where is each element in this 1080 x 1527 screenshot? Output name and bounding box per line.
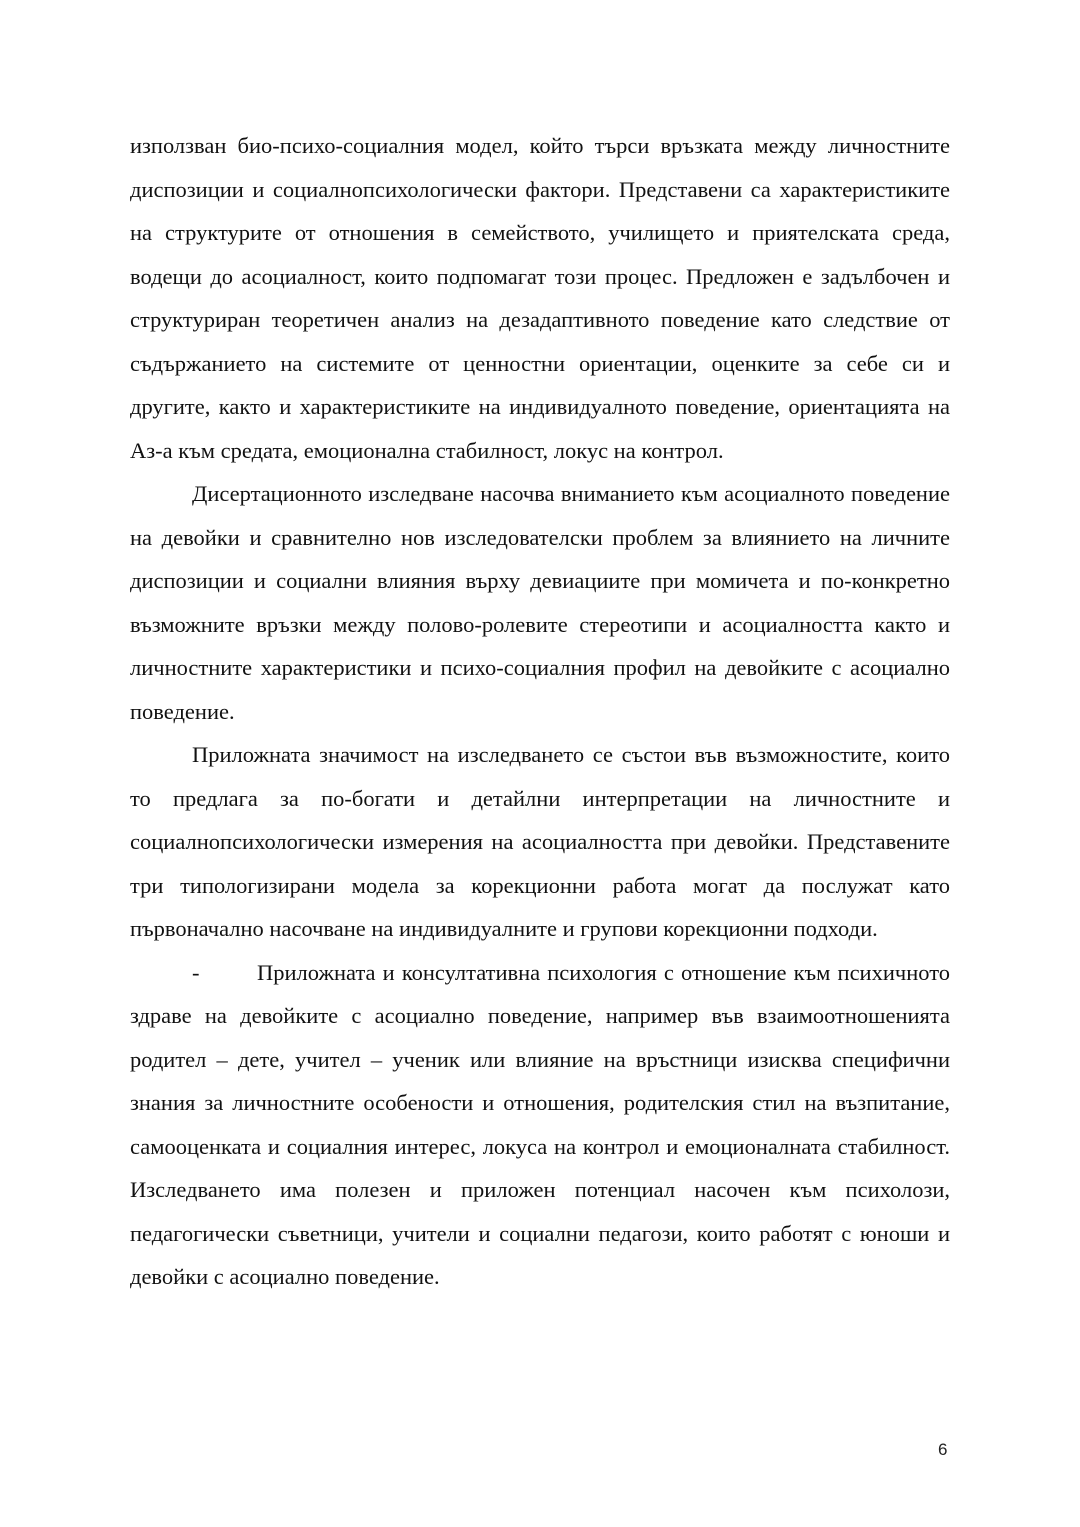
body-text	[130, 124, 950, 1299]
paragraph-2: Дисертационното изследване насочва вниманието към асоциалното поведение на девойки и сравнително нов изследователски проблем за влиянието на личните диспозиции и социални влияния върху девиациите при момичета и по-конкретно възможните връзки между полово-ролевите стереотипи и асоциалността както и личностните характеристики и психо-социалния профил на девойките с асоциално поведение.	[130, 481, 950, 724]
page-number: 6	[938, 1440, 948, 1459]
paragraph-1: използван био-психо-социалния модел, който търси връзката между личностните диспозиции и социалнопсихологически фактори. Представени са характеристиките на структурите от отношения в семейството, училището и приятелската среда, водещи до асоциалност, които подпомагат този процес. Предложен е задълбочен и структуриран теоретичен анализ на дезадаптивното поведение като следствие от съдържанието на системите от ценностни ориентации, оценките за себе си и другите, както и характеристиките на индивидуалното поведение, ориентацията на Аз-а към средата, емоционална стабилност, локус на контрол.	[130, 133, 950, 463]
list-marker: -	[192, 959, 200, 985]
list-item	[130, 951, 950, 1299]
list-item-text: Приложната и консултативна психология с отношение към психичното здраве на девойките с асоциално поведение, например във взаимоотношенията родител – дете, учител – ученик или влияние на връстници изисква специфични знания за личностните особености и отношения, родителския стил на възпитание, самооценката и социалния интерес, локуса на контрол и емоционалната стабилност. Изследването има полезен и приложен потенциал насочен към психолози, педагогически съветници, учители и социални педагози, които работят с юноши и девойки с асоциално поведение.	[130, 959, 950, 1289]
paragraph-3: Приложната значимост на изследването се състои във възможностите, които то предлага за по-богати и детайлни интерпретации на личностните и социалнопсихологически измерения на асоциалността при девойки. Представените три типологизирани модела за корекционни работа могат да послужат като първоначално насочване на индивидуалните и групови корекционни подходи.	[130, 742, 950, 941]
